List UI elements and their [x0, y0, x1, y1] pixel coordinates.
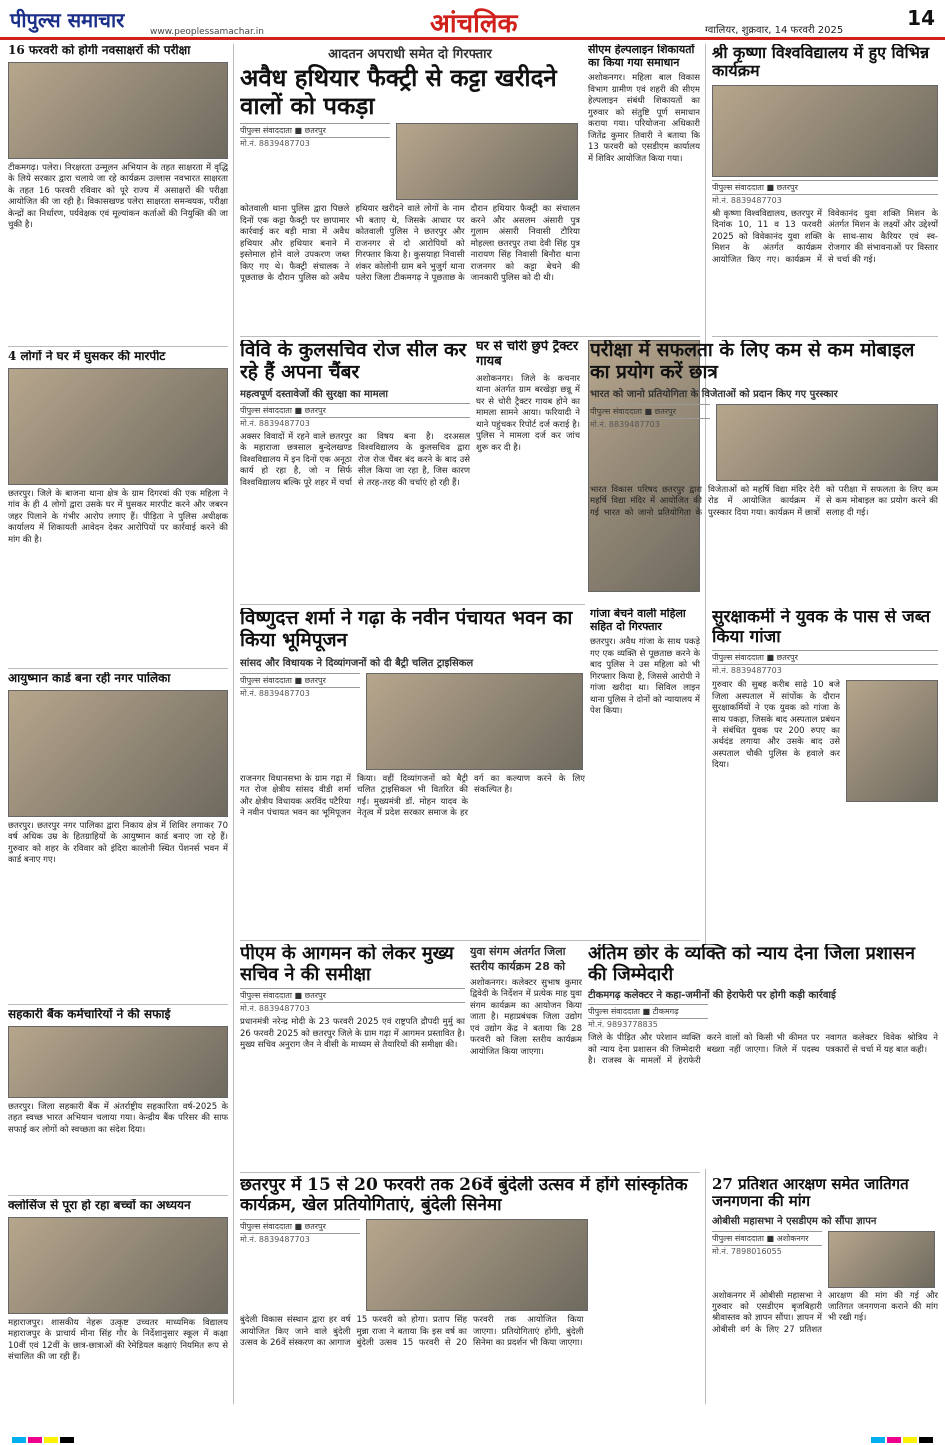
- headline: आयुष्मान कार्ड बना रही नगर पालिका: [8, 672, 171, 685]
- phone: मो.नं. 8839487703: [240, 418, 310, 428]
- kicker: आदतन अपराधी समेत दो गिरफ्तार: [328, 47, 492, 62]
- subhead: ओबीसी महासभा ने एसडीएम को सौंपा ज्ञापन: [712, 1215, 877, 1227]
- article-yuva-sangam: [470, 944, 582, 1169]
- headline: 27 प्रतिशत आरक्षण समेत जातिगत जनगणना की मांग: [712, 1176, 909, 1211]
- headline: सुरक्षाकर्मी ने युवक के पास से जब्त किया गांजा: [712, 608, 931, 647]
- page-number: 14: [907, 6, 935, 30]
- headline: पीएम के आगमन को लेकर मुख्य सचिव ने की समीक्षा: [240, 944, 454, 985]
- headline: घर से चोरी छुपे ट्रैक्टर गायब: [476, 340, 579, 369]
- column-divider: [233, 44, 234, 1404]
- photo: [366, 1219, 588, 1311]
- headline: अंतिम छोर के व्यक्ति को न्याय देना जिला प्रशासन की जिम्मेदारी: [588, 944, 915, 985]
- article-bhoomipujan: [240, 608, 585, 938]
- phone: मो.नं. 8839487703: [240, 139, 310, 149]
- website-url: www.peoplessamachar.in: [150, 27, 264, 37]
- article-cm-helpline: [588, 44, 700, 334]
- headline: अवैध हथियार फैक्ट्री से कट्टा खरीदने वालों को पकड़ा: [240, 63, 557, 120]
- article-body: जिले के पीड़ित और परेशान व्यक्ति को न्याय देना प्रशासन की जिम्मेदारी है। राजस्व के मामलों में हेराफेरी करने वालों को किसी भी कीमत पर बख्शा नहीं जाएगा। जिले में पदस्थ नवागत कलेक्टर विवेक श्रोत्रिय ने पत्रकारों से चर्चा में यह बात कही।: [588, 1033, 938, 1067]
- article-body: छतरपुर। जिला सहकारी बैंक में अंतर्राष्ट्रीय सहकारिता वर्ष-2025 के तहत स्वच्छ भारत अभियान चलाया गया। केन्द्रीय बैंक परिसर की साफ सफाई कर लोगों को स्वच्छता का संदेश दिया।: [8, 1101, 228, 1135]
- headline: विष्णुदत्त शर्मा ने गढ़ा के नवीन पंचायत भवन का किया भूमिपूजन: [240, 608, 573, 651]
- phone: मो.नं. 8839487703: [240, 1235, 310, 1245]
- article-body: टीकमगढ़। पलेरा। निरक्षरता उन्मूलन अभियान के तहत साक्षरता में वृद्धि के लिये सरकार द्वारा चलाये जा रहे कार्यक्रम उल्लास नवभारत साक्षरता के तहत 16 फरवरी रविवार को पूरे राज्य में असाक्षरों की परीक्षा आयोजित की जा रही है। विकासखण्ड पलेरा साक्षरता समन्वयक, परीक्षा केन्द्रों का निर्धारण, पर्यवेक्षक एवं मूल्यांकन कर्ताओं की नियुक्ति की जा चुकी है।: [8, 162, 228, 231]
- newspaper-logo: पीपुल्स समाचार: [10, 8, 125, 32]
- article-body: कोतवाली थाना पुलिस द्वारा पिछले दिनों एक कट्टा फैक्ट्री पर छापामार कार्रवाई कर बड़ी मात्रा में अवैध हथियार और हथियार बनाने में इस्तेमाल होने वाले उपकरण जब्त किए गए थे। फैक्ट्री संचालक ने पूछताछ के दौरान पुलिस को अवैध हथियार खरीदने वाले लोगों के नाम भी बताए थे, जिसके आधार पर कोतवाली पुलिस ने छतरपुर और राजनगर से दो आरोपियों को गिरफ्तार किया है। कुसयाहा निवासी शंकर कोलोनी ग्राम बने भुजुर्ग थाना पलेरा जिला टीकमगढ़ ने पूछताछ के दौरान हथियार फैक्ट्री का संचालन करने और असलम अंसारी पुत्र गुलाम अंसारी निवासी टौरिया मोहल्ला छतरपुर तथा देवी सिंह पुत्र नारायण सिंह निवासी बिनौरा थाना राजनगर को कट्टा बेचने की जानकारी पुलिस को दी थी।: [240, 204, 580, 283]
- headline: गांजा बेचने वाली महिला सहित दो गिरफ्तार: [590, 608, 686, 633]
- row-divider: [8, 1195, 228, 1196]
- photo: [8, 368, 228, 485]
- article-classes: [8, 1199, 228, 1404]
- article-body: छतरपुर। छतरपुर नगर पालिका द्वारा निकाय क्षेत्र में शिविर लगाकर 70 वर्ष अधिक उम्र के हितग्राहियों के आयुष्मान कार्ड बनाए जा रहे हैं। गुरुवार को शहर के रविवार को इंदिरा कालोनी स्थित पेंशनर्स भवन में कार्ड बनाए गए।: [8, 820, 228, 866]
- article-ganja-woman: [590, 608, 700, 938]
- article-assault: [8, 350, 228, 665]
- headline: परीक्षा में सफलता के लिए कम से कम मोबाइल का प्रयोग करें छात्र: [590, 340, 915, 383]
- article-bank: [8, 1008, 228, 1193]
- photo: [846, 680, 938, 802]
- headline: क्लोसिंज से पूरा हो रहा बच्चों का अध्ययन: [8, 1199, 191, 1212]
- photo: [396, 123, 578, 200]
- headline: छतरपुर में 15 से 20 फरवरी तक 26वें बुंदेली उत्सव में होंगे सांस्कृतिक कार्यक्रम, खेल प्रतियोगिताएं, बुंदेली सिनेमा: [240, 1176, 688, 1215]
- article-body: राजनगर विधानसभा के ग्राम गढ़ा में गत रोज क्षेत्रीय सांसद वीडी शर्मा और क्षेत्रीय विधायक अरविंद पटैरिया ने नवीन पंचायत भवन का भूमिपूजन किया। वहीं दिव्यांगजनों को बैट्री चलित ट्राइसिकल भी वितरित की गईं। मुख्यमंत्री डॉ. मोहन यादव के नेतृत्व में प्रदेश सरकार समाज के हर वर्ग का कल्याण करने के लिए संकल्पित है।: [240, 773, 585, 819]
- article-bundeli-utsav: [240, 1176, 700, 1404]
- article-body: अशोकनगर। जिले के कचनार थाना अंतर्गत ग्राम बरखेड़ा छन्नू में घर से चोरी ट्रैक्टर गायब होने का मामला सामने आया। फरियादी ने थाने पहुंचकर रिपोर्ट दर्ज कराई है। पुलिस ने मामला दर्ज कर जांच शुरू कर दी है।: [476, 373, 580, 453]
- phone: मो.नं. 8839487703: [240, 1004, 310, 1014]
- byline: पीपुल्स संवाददाता ■ छतरपुर: [240, 1219, 360, 1234]
- photo: [828, 1231, 935, 1288]
- row-divider: [240, 1172, 700, 1173]
- masthead: [0, 0, 945, 40]
- phone: मो.नं. 8839487703: [712, 195, 782, 205]
- byline: पीपुल्स संवाददाता ■ छतरपुर: [712, 180, 938, 195]
- color-registration-bar: [871, 1437, 933, 1443]
- row-divider: [8, 668, 228, 669]
- article-justice: [588, 944, 938, 1169]
- dateline: ग्वालियर, शुक्रवार, 14 फरवरी 2025: [705, 25, 844, 36]
- byline: पीपुल्स संवाददाता ■ टीकमगढ़: [588, 1004, 708, 1019]
- headline: श्री कृष्णा विश्वविद्यालय में हुए विभिन्न कार्यक्रम: [712, 44, 930, 81]
- row-divider: [240, 940, 700, 941]
- article-registrar: [240, 340, 470, 600]
- headline: सहकारी बैंक कर्मचारियों ने की सफाई: [8, 1008, 171, 1021]
- photo: [8, 62, 228, 159]
- article-obc: [712, 1176, 938, 1404]
- column-divider: [705, 44, 706, 1404]
- photo: [8, 1026, 228, 1098]
- photo: [366, 673, 583, 770]
- article-ayushman: [8, 672, 228, 1002]
- photo: [8, 690, 228, 817]
- byline: पीपुल्स संवाददाता ■ छतरपुर: [240, 123, 390, 138]
- article-exam: [8, 44, 228, 344]
- headline: 4 लोगों ने घर में घुसकर की मारपीट: [8, 350, 166, 363]
- article-body: प्रधानमंत्री नरेन्द्र मोदी के 23 फरवरी 2025 एवं राष्ट्रपति द्रौपदी मुर्मु का 26 फरवरी 2025 को छतरपुर जिले के ग्राम गढ़ा में आगमन प्रस्तावित है। मुख्य सचिव अनुराग जैन ने वीसी के माध्यम से तैयारियों की समीक्षा की।: [240, 1017, 465, 1051]
- article-tractor: [476, 340, 580, 600]
- article-body: अशोकनगर में ओबीसी महासभा ने गुरुवार को एसडीएम बृजबिहारी श्रीवास्तव को ज्ञापन सौंपा। ज्ञापन में ओबीसी वर्ग के लिए 27 प्रतिशत आरक्षण की मांग की गई और जातिगत जनगणना कराने की मांग भी रखी गई।: [712, 1290, 938, 1335]
- byline: पीपुल्स संवाददाता ■ अशोकनगर: [712, 1231, 822, 1246]
- subhead: भारत को जानो प्रतियोगिता के विजेताओं को प्रदान किए गए पुरस्कार: [590, 388, 838, 400]
- article-body: छतरपुर। अवैध गांजा के साथ पकड़े गए एक व्यक्ति से पूछताछ करने के बाद पुलिस ने उस महिला को भी गिरफ्तार किया है, जिससे आरोपी ने गांजा खरीदा था। सिविल लाइन थाना पुलिस ने दोनों को न्यायालय में पेश किया।: [590, 637, 700, 717]
- phone: मो.नं. 8839487703: [590, 419, 660, 429]
- byline: पीपुल्स संवाददाता ■ छतरपुर: [712, 650, 938, 665]
- color-registration-bar: [12, 1437, 74, 1443]
- byline: पीपुल्स संवाददाता ■ छतरपुर: [590, 404, 710, 419]
- phone: मो.नं. 9893778835: [588, 1020, 658, 1030]
- article-body: छतरपुर। जिले के बाजना थाना क्षेत्र के ग्राम दिगरवां की एक महिला ने गांव के ही 4 लोगों द्वारा उसके घर में घुसकर मारपीट करने और जबरन जहर पिलाने के गंभीर आरोप लगाए हैं। पीड़िता ने पुलिस अधीक्षक कार्यालय में शिकायती आवेदन देकर आरोपियों पर कार्रवाई करने की मांग की है।: [8, 488, 228, 545]
- photo: [8, 1217, 228, 1314]
- phone: मो.नं. 7898016055: [712, 1246, 782, 1256]
- headline: 16 फरवरी को होगी नवसाक्षरों की परीक्षा: [8, 44, 191, 57]
- article-body: गुरुवार की सुबह करीब साढ़े 10 बजे जिला अस्पताल में सांपोंक के दौरान सुरक्षाकर्मियों ने एक युवक को गांजा के साथ पकड़ा, जिसके बाद अस्पताल प्रबंधन ने संबंधित युवक पर 200 रुपए का अर्थदंड लगाया और उसके बाद उसे अस्पताल चौकी पुलिस के हवाले कर दिया।: [712, 680, 840, 771]
- article-university: [712, 44, 938, 334]
- section-title: आंचलिक: [430, 9, 518, 39]
- byline: पीपुल्स संवाददाता ■ छतरपुर: [240, 988, 465, 1003]
- article-pm-review: [240, 944, 465, 1169]
- headline: विवि के कुलसचिव रोज सील कर रहे हैं अपना चैंबर: [240, 340, 467, 383]
- row-divider: [8, 1004, 228, 1005]
- byline: पीपुल्स संवाददाता ■ छतरपुर: [240, 403, 470, 418]
- phone: मो.नं. 8839487703: [240, 688, 310, 698]
- photo: [716, 404, 938, 481]
- article-weapons: [240, 44, 580, 334]
- row-divider: [712, 336, 938, 337]
- photo: [712, 85, 938, 177]
- subhead: महत्वपूर्ण दस्तावेजों की सुरक्षा का मामला: [240, 388, 388, 400]
- article-body: भारत विकास परिषद छतरपुर द्वारा महर्षि विद्या मंदिर में आयोजित की गई भारत को जानो प्रतियोगिता के विजेताओं को महर्षि विद्या मंदिर देरी रोड में आयोजित कार्यक्रम में पुरस्कार दिया गया। कार्यक्रम में छात्रों को परीक्षा में सफलता के लिए कम से कम मोबाइल का प्रयोग करने की सलाह दी गई।: [590, 484, 938, 518]
- article-guard-ganja: [712, 608, 938, 938]
- row-divider: [240, 604, 585, 605]
- headline: युवा संगम अंतर्गत जिला स्तरीय कार्यक्रम 28 को: [470, 945, 566, 973]
- row-divider: [240, 336, 700, 337]
- article-body: अशोकनगर। महिला बाल विकास विभाग ग्रामीण एवं शहरी की सीएम हेल्पलाइन संबंधी शिकायतों का गुरुवार को संतुष्टि पूर्ण समाधान कराया गया। परियोजना अधिकारी जितेंद्र कुमार तिवारी ने बताया कि 13 फरवरी को एसडीएम कार्यालय में शिविर आयोजित किया गया।: [588, 73, 700, 164]
- subhead: सांसद और विधायक ने दिव्यांगजनों को दी बैट्री चलित ट्राइसिकल: [240, 657, 474, 669]
- subhead: टीकमगढ़ कलेक्टर ने कहा-जमीनों की हेराफेरी पर होगी कड़ी कार्रवाई: [588, 990, 836, 1002]
- article-mobile: [590, 340, 938, 600]
- article-body: श्री कृष्णा विश्वविद्यालय, छतरपुर में दिनांक 10, 11 व 13 फरवरी 2025 को विवेकानंद युवा शक्ति मिशन के अंतर्गत कार्यक्रम आयोजित किए गए। कार्यक्रम में विवेकानंद युवा शक्ति मिशन के अंतर्गत मिशन के लक्ष्यों और उद्देश्यों के साथ-साथ कैरियर एवं स्व-रोजगार की संभावनाओं पर विस्तार से चर्चा की गई।: [712, 208, 938, 265]
- article-body: बुंदेली विकास संस्थान द्वारा हर वर्ष आयोजित किए जाने वाले बुंदेली उत्सव के 26वें संस्करण का आगाज 15 फरवरी को होगा। प्रताप सिंह मुन्ना राजा ने बताया कि इस वर्ष का बुंदेली उत्सव 15 फरवरी से 20 फरवरी तक आयोजित किया जाएगा। प्रतियोगिताएं होंगी, बुंदेली सिनेमा का प्रदर्शन भी किया जाएगा।: [240, 1315, 584, 1349]
- headline: सीएम हेल्पलाइन शिकायतों का किया गया समाधान: [588, 44, 695, 69]
- byline: पीपुल्स संवाददाता ■ छतरपुर: [240, 673, 360, 688]
- row-divider: [8, 346, 228, 347]
- phone: मो.नं. 8839487703: [712, 666, 782, 676]
- article-body: अशोकनगर। कलेक्टर सुभाष कुमार द्विवेदी के निर्देशन में प्रत्येक माह युवा संगम कार्यक्रम का आयोजन किया जाता है। महाप्रबंधक जिला उद्योग एवं उद्योग केंद्र ने बताया कि 28 फरवरी को जिला स्तरीय कार्यक्रम आयोजित किया जाएगा।: [470, 978, 582, 1057]
- article-body: अक्सर विवादों में रहने वाले छतरपुर के महाराजा छत्रसाल बुन्देलखण्ड विश्वविद्यालय में इन दिनों एक अनूठा कार्य हो रहा है, जो न सिर्फ विश्वविद्यालय बल्कि पूरे शहर में चर्चा का विषय बना है। दरअसल विश्वविद्यालय के कुलसचिव द्वारा रोज रोज चैंबर बंद करने के बाद उसे सील किया जा रहा है, जिस कारण से तरह-तरह की चर्चाएं हो रही हैं।: [240, 431, 470, 488]
- article-body: महाराजपुर। शासकीय नेहरू उत्कृष्ट उच्चतर माध्यमिक विद्यालय महाराजपुर के प्राचार्य मीना सिंह गौर के निर्देशानुसार स्कूल में कक्षा 10वीं एवं 12वीं के छात्र-छात्राओं की रेमेडियल कक्षाएं नियमित रूप से संचालित की जा रही हैं।: [8, 1317, 228, 1363]
